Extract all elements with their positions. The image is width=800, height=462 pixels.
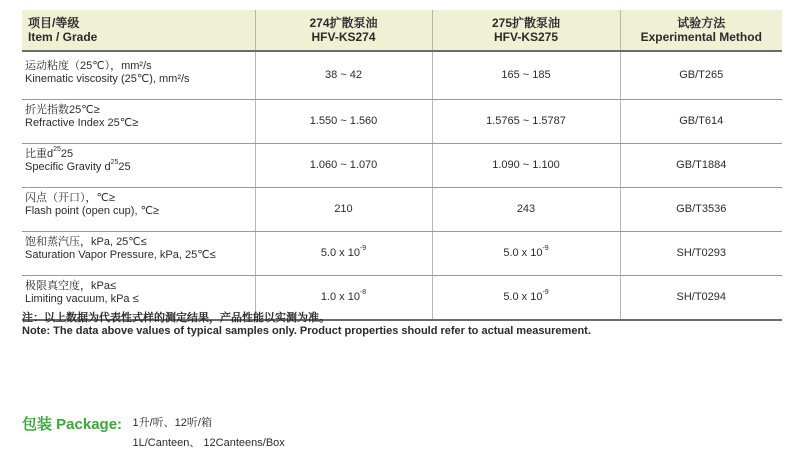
footnote: [22, 312, 591, 338]
method-cell: GB/T614: [620, 100, 782, 144]
value-exponent: -9: [359, 245, 367, 253]
header-en: HFV-KS275: [493, 30, 559, 44]
value-base: 5.0 x 10: [320, 247, 360, 259]
value-ks275: 1.090 ~ 1.100: [432, 144, 620, 188]
header-zh: 试验方法: [677, 16, 726, 30]
property-en-sup: 25: [110, 159, 119, 167]
table-row-viscosity: [22, 51, 782, 100]
value-base: 5.0 x 10: [503, 247, 543, 259]
method-cell: GB/T265: [620, 51, 782, 100]
value-exponent: -9: [542, 289, 549, 297]
property-zh-text: 比重d: [25, 148, 54, 160]
property-zh-tail: 25: [60, 148, 74, 160]
method-cell: SH/T0293: [620, 232, 782, 276]
property-zh: 运动粘度（25℃），mm²/s: [25, 60, 152, 72]
property-zh-sup: 25: [53, 146, 61, 154]
property-cell: [22, 100, 255, 144]
value-ks275: [432, 232, 620, 276]
header-en: Item / Grade: [28, 30, 98, 44]
value-ks274: 38 ~ 42: [255, 51, 432, 100]
value-ks274: [255, 232, 432, 276]
property-cell: [22, 232, 255, 276]
property-en: Flash point (open cup), ℃≥: [25, 205, 159, 217]
header-ks275: [432, 10, 620, 51]
property-zh: 折光指数25℃≥: [25, 104, 100, 116]
property-zh: [25, 148, 249, 161]
header-zh: 项目/等级: [28, 16, 80, 30]
package-details: [133, 413, 285, 453]
header-en: Experimental Method: [640, 30, 762, 44]
property-cell: [22, 188, 255, 232]
value-ks274: 1.060 ~ 1.070: [255, 144, 432, 188]
value-base: 1.0 x 10: [320, 291, 360, 303]
property-en-text: Specific Gravity d: [25, 161, 111, 173]
header-method: [620, 10, 782, 51]
method-cell: SH/T0294: [620, 276, 782, 321]
property-cell: [22, 51, 255, 100]
property-en: Kinematic viscosity (25℃), mm²/s: [25, 73, 190, 85]
value-ks274: 1.550 ~ 1.560: [255, 100, 432, 144]
value-ks275: 1.5765 ~ 1.5787: [432, 100, 620, 144]
table-row-flash-point: [22, 188, 782, 232]
spec-table: [22, 10, 782, 321]
property-en: Refractive Index 25℃≥: [25, 117, 139, 129]
value-exponent: -8: [359, 289, 367, 297]
table-row-refractive: [22, 100, 782, 144]
footnote-en: Note: The data above values of typical samples only. Product properties should refer to actual measurement.: [22, 325, 591, 337]
method-cell: GB/T1884: [620, 144, 782, 188]
value-base: 5.0 x 10: [503, 291, 543, 303]
property-zh: 闪点（开口），℃≥: [25, 192, 115, 204]
table-row-vapor-pressure: [22, 232, 782, 276]
property-cell: [22, 144, 255, 188]
value-ks274: 210: [255, 188, 432, 232]
package-section: [22, 413, 285, 453]
footnote-zh: 注：以上数据为代表性式样的测定结果，产品性能以实测为准。: [22, 312, 330, 324]
property-en-tail: 25: [118, 161, 131, 173]
property-en: [25, 161, 249, 174]
property-en: Limiting vacuum, kPa ≤: [25, 293, 139, 305]
table-row-gravity: [22, 144, 782, 188]
property-zh: 饱和蒸汽压，kPa, 25℃≤: [25, 236, 147, 248]
header-ks274: [255, 10, 432, 51]
package-line-zh: 1升/听、12听/箱: [132, 417, 212, 429]
table-header-row: [22, 10, 782, 51]
package-title: 包装 Package:: [22, 416, 123, 433]
header-zh: 274扩散泵油: [309, 16, 378, 30]
value-exponent: -9: [542, 245, 549, 253]
package-line-en: 1L/Canteen、 12Canteens/Box: [132, 437, 285, 449]
value-ks275: 165 ~ 185: [432, 51, 620, 100]
header-zh: 275扩散泵油: [491, 16, 561, 30]
property-en: Saturation Vapor Pressure, kPa, 25℃≤: [25, 249, 216, 261]
header-item-grade: [22, 10, 255, 51]
header-en: HFV-KS274: [311, 30, 376, 44]
method-cell: GB/T3536: [620, 188, 782, 232]
value-ks275: 243: [432, 188, 620, 232]
property-zh: 极限真空度，kPa≤: [25, 280, 116, 292]
